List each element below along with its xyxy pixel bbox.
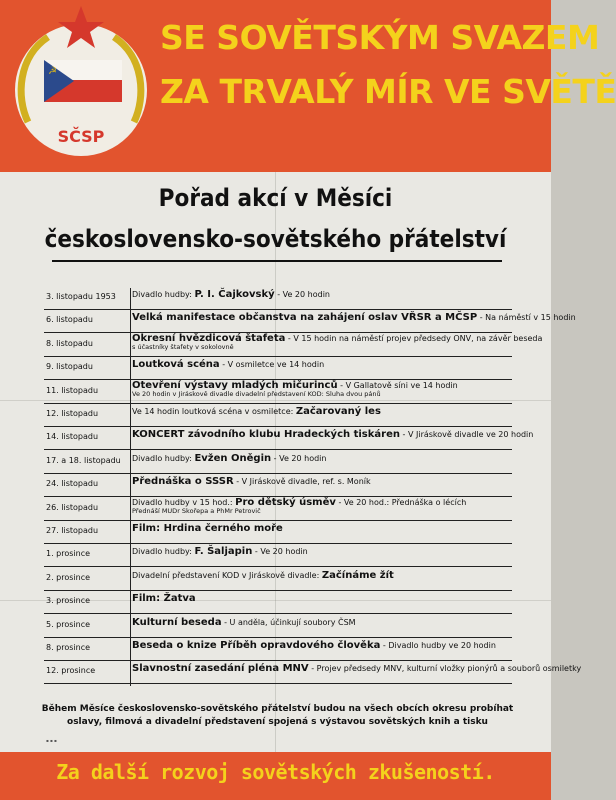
event-description — [132, 498, 512, 515]
table-row — [44, 590, 512, 614]
event-date: 3. listopadu 1953 — [46, 292, 116, 301]
event-description — [132, 547, 512, 556]
event-date: 24. listopadu — [46, 479, 99, 489]
event-pre-text: Divadlo hudby: — [132, 453, 192, 463]
event-date: 1. prosince — [46, 549, 91, 559]
table-row — [44, 403, 512, 427]
event-title: Velká manifestace občanstva na zahájení oslav VŘSR a MČSP — [132, 312, 478, 324]
event-date: 8. listopadu — [46, 338, 93, 348]
event-title: Loutková scéna — [132, 359, 220, 371]
page-title-line-2: československo-sovětského přátelství — [44, 225, 507, 253]
event-description — [132, 454, 512, 463]
event-date: 12. listopadu — [46, 409, 99, 418]
event-date: 3. prosince — [46, 596, 91, 606]
table-row — [44, 286, 512, 310]
event-title: Začarovaný les — [295, 406, 381, 417]
event-date: 27. listopadu — [46, 526, 99, 535]
event-date: 9. listopadu — [46, 362, 93, 372]
table-row — [44, 426, 534, 450]
table-row — [44, 637, 512, 661]
event-pre-text: Divadelní představení KOD v Jiráskově divadle: — [132, 570, 320, 580]
table-row — [44, 450, 512, 474]
event-post-text: - Ve 20 hod.: Přednáška o lécích — [338, 497, 467, 507]
event-date: 26. listopadu — [46, 502, 99, 512]
event-post-text: - Ve 20 hodin — [254, 547, 308, 557]
event-pre-text: Divadlo hudby v 15 hod.: — [132, 497, 233, 507]
event-date: 6. listopadu — [46, 315, 93, 325]
event-post-text: - Projev předsedy MNV, kulturní vložky pionýrů a souborů osmiletky — [311, 664, 582, 674]
event-description — [132, 477, 512, 486]
emblem-text: SČSP — [57, 127, 105, 146]
table-row — [44, 473, 512, 497]
event-description — [132, 594, 512, 603]
table-row — [44, 497, 512, 521]
event-description — [132, 290, 512, 299]
table-row — [44, 520, 512, 544]
table-row — [44, 356, 512, 380]
event-post-text: - V osmiletce ve 14 hodin — [222, 360, 325, 370]
event-description — [132, 360, 512, 369]
event-post-text: - Divadlo hudby ve 20 hodin — [382, 641, 496, 650]
table-row — [44, 614, 512, 638]
event-description — [132, 381, 512, 398]
event-date: 12. prosince — [46, 666, 96, 676]
event-title: KONCERT závodního klubu Hradeckých tiskáren — [132, 429, 400, 441]
event-description — [132, 571, 512, 580]
event-date: 8. prosince — [46, 643, 91, 652]
event-date: 17. a 18. listopadu — [46, 455, 121, 465]
hammer-sickle-icon: ☭ — [48, 66, 57, 77]
event-subtext: s účastníky štafety v sokolovně — [132, 342, 234, 351]
table-row — [44, 380, 512, 404]
event-title: Okresní hvězdicová štafeta — [132, 332, 286, 344]
table-column-divider — [130, 288, 131, 686]
event-post-text: - V Gallatově síni ve 14 hodin — [340, 380, 458, 390]
event-pre-text: Ve 14 hodin loutková scéna v osmiletce: — [132, 407, 294, 416]
event-title: Otevření výstavy mladých mičurinců — [132, 379, 338, 391]
event-description — [132, 641, 512, 650]
table-row — [44, 309, 576, 333]
page-title-line-1: Pořad akcí v Měsíci — [158, 184, 393, 212]
event-post-text: - Ve 20 hodin — [273, 453, 327, 463]
event-title: Přednáška o SSSR — [132, 476, 234, 488]
event-post-text: - V 15 hodin na náměstí projev předsedy ONV, na závěr beseda — [287, 333, 543, 343]
event-title: Slavnostní zasedání pléna MNV — [132, 663, 309, 675]
table-row — [44, 567, 512, 591]
event-title: Začínáme žít — [321, 569, 394, 581]
event-description — [132, 332, 543, 351]
printer-mark: ▪ ▪ ▪ — [46, 738, 57, 743]
event-description — [132, 429, 534, 441]
event-post-text: - Na náměstí v 15 hodin — [479, 313, 576, 323]
event-post-text: - V Jiráskově divadle ve 20 hodin — [402, 430, 534, 440]
event-date: 11. listopadu — [46, 385, 99, 395]
table-row — [44, 543, 512, 567]
event-pre-text: Divadlo hudby: — [132, 547, 192, 557]
event-subtext: Přednáší MUDr Skořepa a PhMr Petrovič — [132, 506, 261, 515]
event-title: F. Šaljapin — [194, 546, 253, 558]
event-description — [132, 312, 576, 324]
event-title: Beseda o knize Příběh opravdového člověka — [132, 640, 381, 651]
table-row — [44, 332, 543, 357]
event-description — [132, 618, 512, 627]
event-pre-text: Divadlo hudby: — [132, 290, 192, 299]
slogan-line-2: ZA TRVALÝ MÍR VE SVĚTĚ — [160, 72, 616, 111]
event-title: P. I. Čajkovský — [194, 289, 275, 300]
event-post-text: - V Jiráskově divadle, ref. s. Moník — [236, 477, 371, 487]
slogan-line-1: SE SOVĚTSKÝM SVAZEM — [160, 18, 600, 57]
bottom-slogan: Za další rozvoj sovětských zkušeností. — [56, 760, 495, 784]
event-post-text: - U anděla, účinkují soubory ČSM — [224, 617, 356, 627]
event-title: Evžen Oněgin — [194, 452, 272, 464]
event-description — [132, 407, 512, 416]
event-title: Film: Hrdina černého moře — [132, 523, 283, 534]
table-row — [44, 660, 582, 684]
event-title: Film: Žatva — [132, 593, 196, 605]
title-rule — [52, 260, 502, 262]
event-post-text: - Ve 20 hodin — [277, 290, 330, 299]
event-date: 2. prosince — [46, 572, 91, 582]
footer-text: Během Měsíce československo-sovětského přátelství budou na všech obcích okresu probíhat oslavy, filmová a divadelní představení spojená s výstavou sovětských knih a tisku — [41, 704, 514, 727]
event-description — [132, 663, 582, 675]
event-date: 14. listopadu — [46, 432, 99, 442]
event-title: Pro dětský úsměv — [235, 496, 336, 508]
event-description — [132, 524, 512, 533]
event-subtext: Ve 20 hodin v Jiráskově divadle divadelní představení KOD: Sluha dvou pánů — [132, 389, 381, 398]
event-title: Kulturní beseda — [132, 616, 222, 628]
event-date: 5. prosince — [46, 619, 91, 629]
scsp-emblem — [8, 2, 158, 162]
